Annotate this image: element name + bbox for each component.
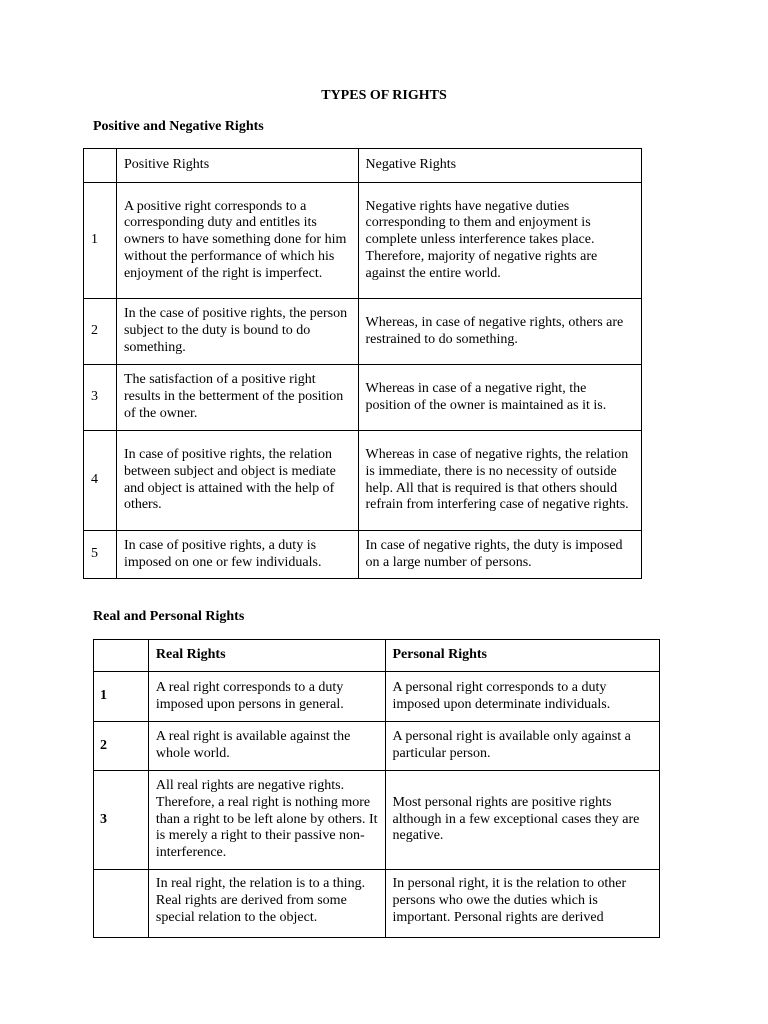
real-cell: All real rights are negative rights. Therefore, a real right is nothing more than a right to be left alone by others. It is merely a right to their passive non-interference.: [148, 771, 385, 870]
section-heading-real-personal: Real and Personal Rights: [93, 609, 245, 624]
positive-cell: In the case of positive rights, the person subject to the duty is bound to do something.: [116, 299, 358, 365]
page-title: TYPES OF RIGHTS: [321, 88, 447, 103]
table-row: [94, 722, 660, 771]
row-number: [94, 870, 149, 938]
header-cell-negative: Negative Rights: [358, 149, 641, 183]
personal-cell: A personal right is available only against a particular person.: [385, 722, 660, 771]
table-row: [84, 365, 642, 431]
header-cell-positive: Positive Rights: [116, 149, 358, 183]
row-number: 1: [94, 672, 149, 722]
row-number: 3: [84, 365, 117, 431]
table-row: [84, 431, 642, 531]
table-row: [84, 183, 642, 299]
real-personal-rights-table: [93, 639, 660, 938]
negative-cell: Whereas in case of negative rights, the relation is immediate, there is no necessity of outside help. All that is required is that others should refrain from interfering case of negative rights.: [358, 431, 641, 531]
header-cell-num: [84, 149, 117, 183]
real-cell: In real right, the relation is to a thing. Real rights are derived from some special relation to the object.: [148, 870, 385, 938]
row-number: 1: [84, 183, 117, 299]
real-cell: A real right corresponds to a duty imposed upon persons in general.: [148, 672, 385, 722]
real-cell: A real right is available against the whole world.: [148, 722, 385, 771]
table-header-row: [84, 149, 642, 183]
row-number: 2: [84, 299, 117, 365]
row-number: 4: [84, 431, 117, 531]
row-number: 2: [94, 722, 149, 771]
table-row: [94, 771, 660, 870]
table-row: [94, 672, 660, 722]
personal-cell: Most personal rights are positive rights although in a few exceptional cases they are negative.: [385, 771, 660, 870]
positive-cell: The satisfaction of a positive right results in the betterment of the position of the owner.: [116, 365, 358, 431]
table-row: [84, 299, 642, 365]
header-cell-num: [94, 640, 149, 672]
table-header-row: [94, 640, 660, 672]
section-heading-positive-negative: Positive and Negative Rights: [93, 119, 264, 134]
row-number: 5: [84, 531, 117, 579]
negative-cell: Negative rights have negative duties corresponding to them and enjoyment is complete unless interference takes place. Therefore, majority of negative rights are against the entire world.: [358, 183, 641, 299]
header-cell-personal: Personal Rights: [385, 640, 660, 672]
negative-cell: Whereas in case of a negative right, the position of the owner is maintained as it is.: [358, 365, 641, 431]
negative-cell: In case of negative rights, the duty is imposed on a large number of persons.: [358, 531, 641, 579]
positive-cell: A positive right corresponds to a corresponding duty and entitles its owners to have something done for him without the performance of which his enjoyment of the right is imperfect.: [116, 183, 358, 299]
negative-cell: Whereas, in case of negative rights, others are restrained to do something.: [358, 299, 641, 365]
positive-negative-rights-table: [83, 148, 642, 579]
positive-cell: In case of positive rights, the relation between subject and object is mediate and object is attained with the help of others.: [116, 431, 358, 531]
row-number: 3: [94, 771, 149, 870]
table-row: [94, 870, 660, 938]
personal-cell: In personal right, it is the relation to other persons who owe the duties which is important. Personal rights are derived: [385, 870, 660, 938]
personal-cell: A personal right corresponds to a duty imposed upon determinate individuals.: [385, 672, 660, 722]
table-row: [84, 531, 642, 579]
header-cell-real: Real Rights: [148, 640, 385, 672]
positive-cell: In case of positive rights, a duty is imposed on one or few individuals.: [116, 531, 358, 579]
